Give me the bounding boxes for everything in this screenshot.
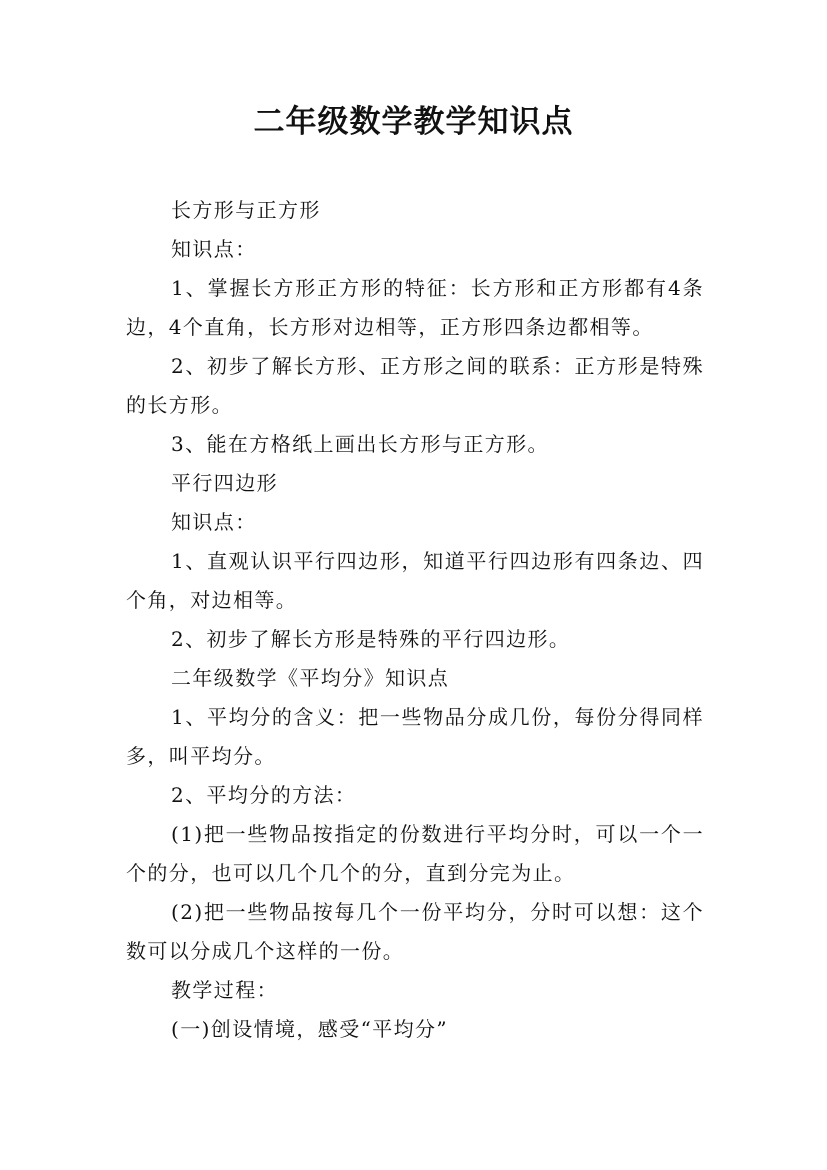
document-title: 二年级数学教学知识点 (253, 104, 574, 140)
knowledge-points-label: 知识点： (171, 237, 257, 261)
paragraph: 3、能在方格纸上画出长方形与正方形。 (171, 432, 549, 456)
paragraph: 2、初步了解长方形是特殊的平行四边形。 (171, 627, 571, 651)
paragraph: 1、掌握长方形正方形的特征：长方形和正方形都有4条边，4个直角，长方形对边相等，正方形四条边都相等。 (126, 276, 704, 339)
paragraph: (2)把一些物品按每几个一份平均分，分时可以想：这个数可以分成几个这样的一份。 (126, 900, 704, 963)
paragraph: 1、直观认识平行四边形，知道平行四边形有四条边、四个角，对边相等。 (126, 549, 704, 612)
section-heading-average-division: 二年级数学《平均分》知识点 (171, 666, 450, 690)
section-heading-rectangle-square: 长方形与正方形 (171, 198, 321, 222)
paragraph: 2、初步了解长方形、正方形之间的联系：正方形是特殊的长方形。 (126, 354, 704, 417)
section-heading-teaching-process: 教学过程： (171, 978, 278, 1002)
paragraph: 2、平均分的方法： (171, 783, 357, 807)
paragraph: 1、平均分的含义：把一些物品分成几份，每份分得同样多，叫平均分。 (126, 705, 704, 768)
document-body (126, 191, 704, 1049)
paragraph: (1)把一些物品按指定的份数进行平均分时，可以一个一个的分，也可以几个几个的分，直到分完为止。 (126, 822, 704, 885)
knowledge-points-label: 知识点： (171, 510, 257, 534)
section-heading-parallelogram: 平行四边形 (171, 471, 278, 495)
paragraph: (一)创设情境，感受“平均分” (171, 1017, 449, 1041)
